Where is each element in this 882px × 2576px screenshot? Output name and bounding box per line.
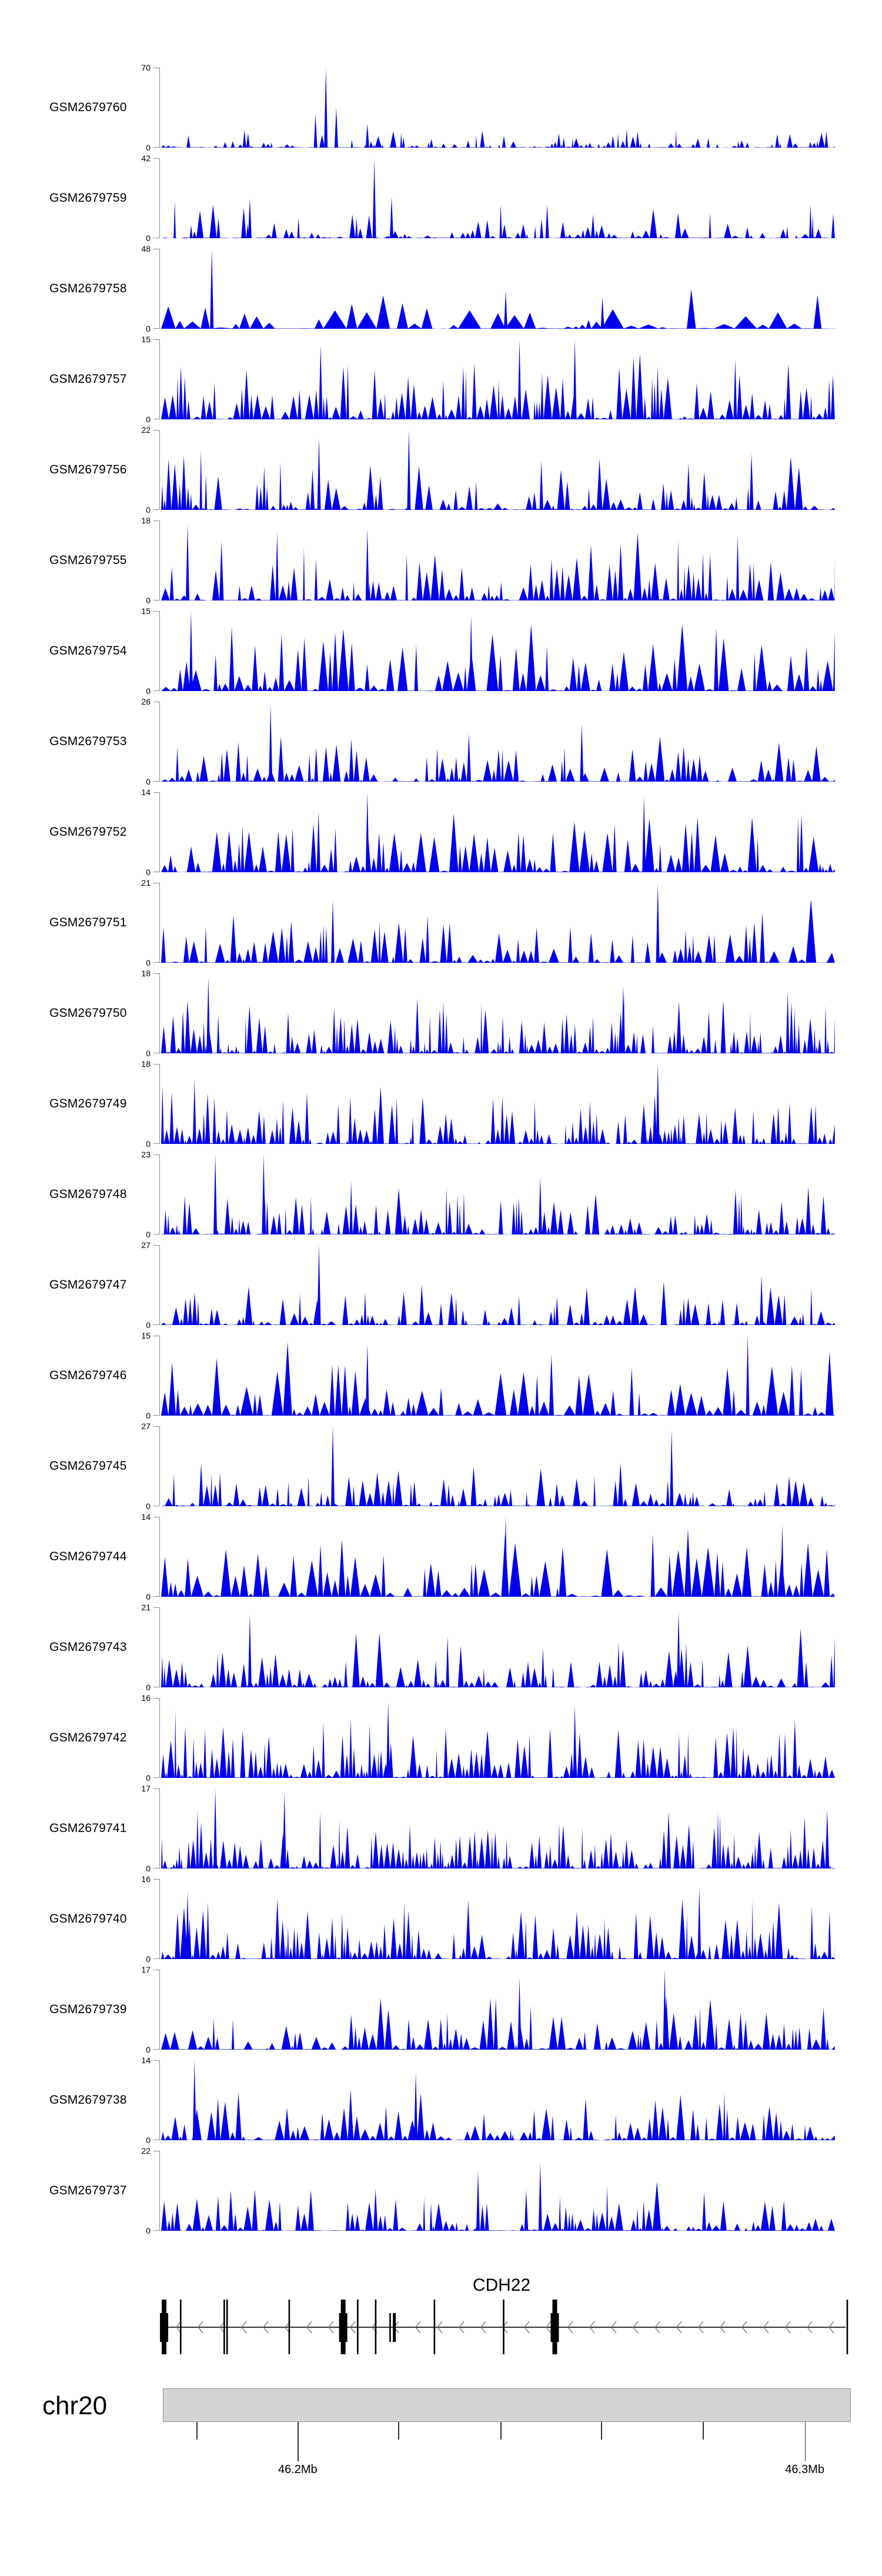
track-ymax-label: 16	[141, 1693, 151, 1703]
track-sample-label: GSM2679760	[49, 101, 127, 114]
track-axis-bracket	[153, 611, 160, 691]
track-coverage-plot	[160, 1064, 851, 1144]
track-coverage-plot	[160, 973, 851, 1053]
track-ymax-label: 18	[141, 1059, 151, 1069]
track-yzero-label: 0	[146, 2045, 151, 2054]
track-sample-label: GSM2679752	[49, 825, 127, 839]
track-sample-label: GSM2679759	[49, 191, 127, 205]
track-coverage-plot	[160, 68, 851, 148]
track-sample-label: GSM2679739	[49, 2003, 127, 2016]
track-ymax-label: 18	[141, 516, 151, 525]
track-yzero-label: 0	[146, 1683, 151, 1692]
track-axis-bracket	[153, 520, 160, 600]
track-axis-bracket	[153, 1970, 160, 2050]
track-yzero-label: 0	[146, 1049, 151, 1058]
track-ymax-label: 14	[141, 1512, 151, 1521]
track-axis-bracket	[153, 1607, 160, 1687]
axis-major-label-left: 46.2Mb	[278, 2463, 318, 2476]
axis-major-label-right: 46.3Mb	[785, 2463, 824, 2476]
track-coverage-plot	[160, 1336, 851, 1416]
axis-minor-tick	[601, 2422, 602, 2440]
track-axis-bracket	[153, 158, 160, 238]
axis-minor-tick	[703, 2422, 704, 2440]
track-sample-label: GSM2679741	[49, 1821, 127, 1835]
track-coverage-plot	[160, 611, 851, 691]
gene-model-glyph	[160, 2298, 851, 2355]
track-ymax-label: 15	[141, 606, 151, 616]
track-ymax-label: 15	[141, 1331, 151, 1340]
track-yzero-label: 0	[146, 958, 151, 967]
track-yzero-label: 0	[146, 686, 151, 696]
track-sample-label: GSM2679749	[49, 1097, 127, 1110]
track-ymax-label: 15	[141, 335, 151, 344]
track-sample-label: GSM2679744	[49, 1550, 127, 1563]
track-ymax-label: 42	[141, 154, 151, 163]
track-coverage-plot	[160, 702, 851, 782]
track-yzero-label: 0	[146, 867, 151, 877]
track-yzero-label: 0	[146, 143, 151, 152]
track-axis-bracket	[153, 1245, 160, 1325]
track-sample-label: GSM2679748	[49, 1187, 127, 1201]
track-coverage-plot	[160, 1426, 851, 1506]
track-yzero-label: 0	[146, 1501, 151, 1511]
track-ymax-label: 17	[141, 1965, 151, 1974]
track-ymax-label: 22	[141, 2146, 151, 2155]
track-coverage-plot	[160, 792, 851, 872]
axis-major-tick	[805, 2422, 806, 2461]
track-sample-label: GSM2679758	[49, 282, 127, 295]
track-sample-label: GSM2679742	[49, 1731, 127, 1744]
track-sample-label: GSM2679750	[49, 1006, 127, 1020]
track-ymax-label: 23	[141, 1150, 151, 1159]
track-coverage-plot	[160, 520, 851, 600]
track-yzero-label: 0	[146, 2135, 151, 2145]
track-axis-bracket	[153, 430, 160, 510]
track-axis-bracket	[153, 792, 160, 872]
track-sample-label: GSM2679743	[49, 1640, 127, 1654]
track-ymax-label: 21	[141, 1603, 151, 1612]
chromosome-bar	[163, 2388, 851, 2422]
track-sample-label: GSM2679754	[49, 644, 127, 658]
track-yzero-label: 0	[146, 324, 151, 333]
track-yzero-label: 0	[146, 1230, 151, 1239]
gene-name-label: CDH22	[472, 2275, 531, 2295]
track-yzero-label: 0	[146, 596, 151, 605]
track-axis-bracket	[153, 1879, 160, 1959]
track-yzero-label: 0	[146, 1773, 151, 1783]
track-sample-label: GSM2679747	[49, 1278, 127, 1292]
track-axis-bracket	[153, 702, 160, 782]
track-coverage-plot	[160, 158, 851, 238]
track-sample-label: GSM2679746	[49, 1369, 127, 1382]
chromosome-label: chr20	[42, 2391, 108, 2420]
track-ymax-label: 70	[141, 63, 151, 72]
track-coverage-plot	[160, 1970, 851, 2050]
track-sample-label: GSM2679738	[49, 2093, 127, 2107]
track-yzero-label: 0	[146, 1864, 151, 1873]
track-axis-bracket	[153, 1517, 160, 1597]
track-coverage-plot	[160, 430, 851, 510]
track-sample-label: GSM2679751	[49, 916, 127, 929]
track-yzero-label: 0	[146, 1592, 151, 1601]
track-coverage-plot	[160, 1245, 851, 1325]
track-coverage-plot	[160, 1154, 851, 1234]
track-yzero-label: 0	[146, 1139, 151, 1149]
track-axis-bracket	[153, 973, 160, 1053]
track-ymax-label: 21	[141, 878, 151, 887]
track-coverage-plot	[160, 2151, 851, 2231]
track-coverage-plot	[160, 249, 851, 329]
track-coverage-plot	[160, 1517, 851, 1597]
track-yzero-label: 0	[146, 2226, 151, 2235]
track-ymax-label: 16	[141, 1874, 151, 1884]
axis-major-tick	[298, 2422, 299, 2461]
track-axis-bracket	[153, 1336, 160, 1416]
track-axis-bracket	[153, 883, 160, 963]
track-yzero-label: 0	[146, 1411, 151, 1420]
track-yzero-label: 0	[146, 505, 151, 515]
track-yzero-label: 0	[146, 1954, 151, 1964]
track-coverage-plot	[160, 2060, 851, 2140]
track-coverage-plot	[160, 1607, 851, 1687]
track-axis-bracket	[153, 249, 160, 329]
track-coverage-plot	[160, 1698, 851, 1778]
track-ymax-label: 48	[141, 244, 151, 253]
axis-minor-tick	[500, 2422, 502, 2440]
track-axis-bracket	[153, 1064, 160, 1144]
track-coverage-plot	[160, 1879, 851, 1959]
track-coverage-plot	[160, 883, 851, 963]
track-axis-bracket	[153, 2060, 160, 2140]
track-yzero-label: 0	[146, 1320, 151, 1330]
track-ymax-label: 27	[141, 1240, 151, 1250]
track-ymax-label: 26	[141, 697, 151, 706]
track-sample-label: GSM2679753	[49, 735, 127, 748]
track-yzero-label: 0	[146, 415, 151, 424]
track-sample-label: GSM2679745	[49, 1459, 127, 1473]
track-axis-bracket	[153, 1788, 160, 1868]
track-ymax-label: 18	[141, 969, 151, 978]
track-sample-label: GSM2679740	[49, 1912, 127, 1926]
track-coverage-plot	[160, 1788, 851, 1868]
track-yzero-label: 0	[146, 777, 151, 786]
track-ymax-label: 14	[141, 788, 151, 797]
track-ymax-label: 17	[141, 1784, 151, 1793]
track-yzero-label: 0	[146, 233, 151, 243]
track-ymax-label: 22	[141, 425, 151, 435]
track-sample-label: GSM2679737	[49, 2184, 127, 2197]
track-ymax-label: 27	[141, 1422, 151, 1431]
track-axis-bracket	[153, 339, 160, 419]
track-coverage-plot	[160, 339, 851, 419]
track-sample-label: GSM2679755	[49, 553, 127, 567]
axis-minor-tick	[398, 2422, 399, 2440]
track-axis-bracket	[153, 1698, 160, 1778]
track-axis-bracket	[153, 2151, 160, 2231]
track-sample-label: GSM2679756	[49, 463, 127, 476]
track-axis-bracket	[153, 1154, 160, 1234]
track-axis-bracket	[153, 68, 160, 148]
axis-minor-tick	[196, 2422, 198, 2440]
track-sample-label: GSM2679757	[49, 372, 127, 386]
track-axis-bracket	[153, 1426, 160, 1506]
track-ymax-label: 14	[141, 2056, 151, 2065]
